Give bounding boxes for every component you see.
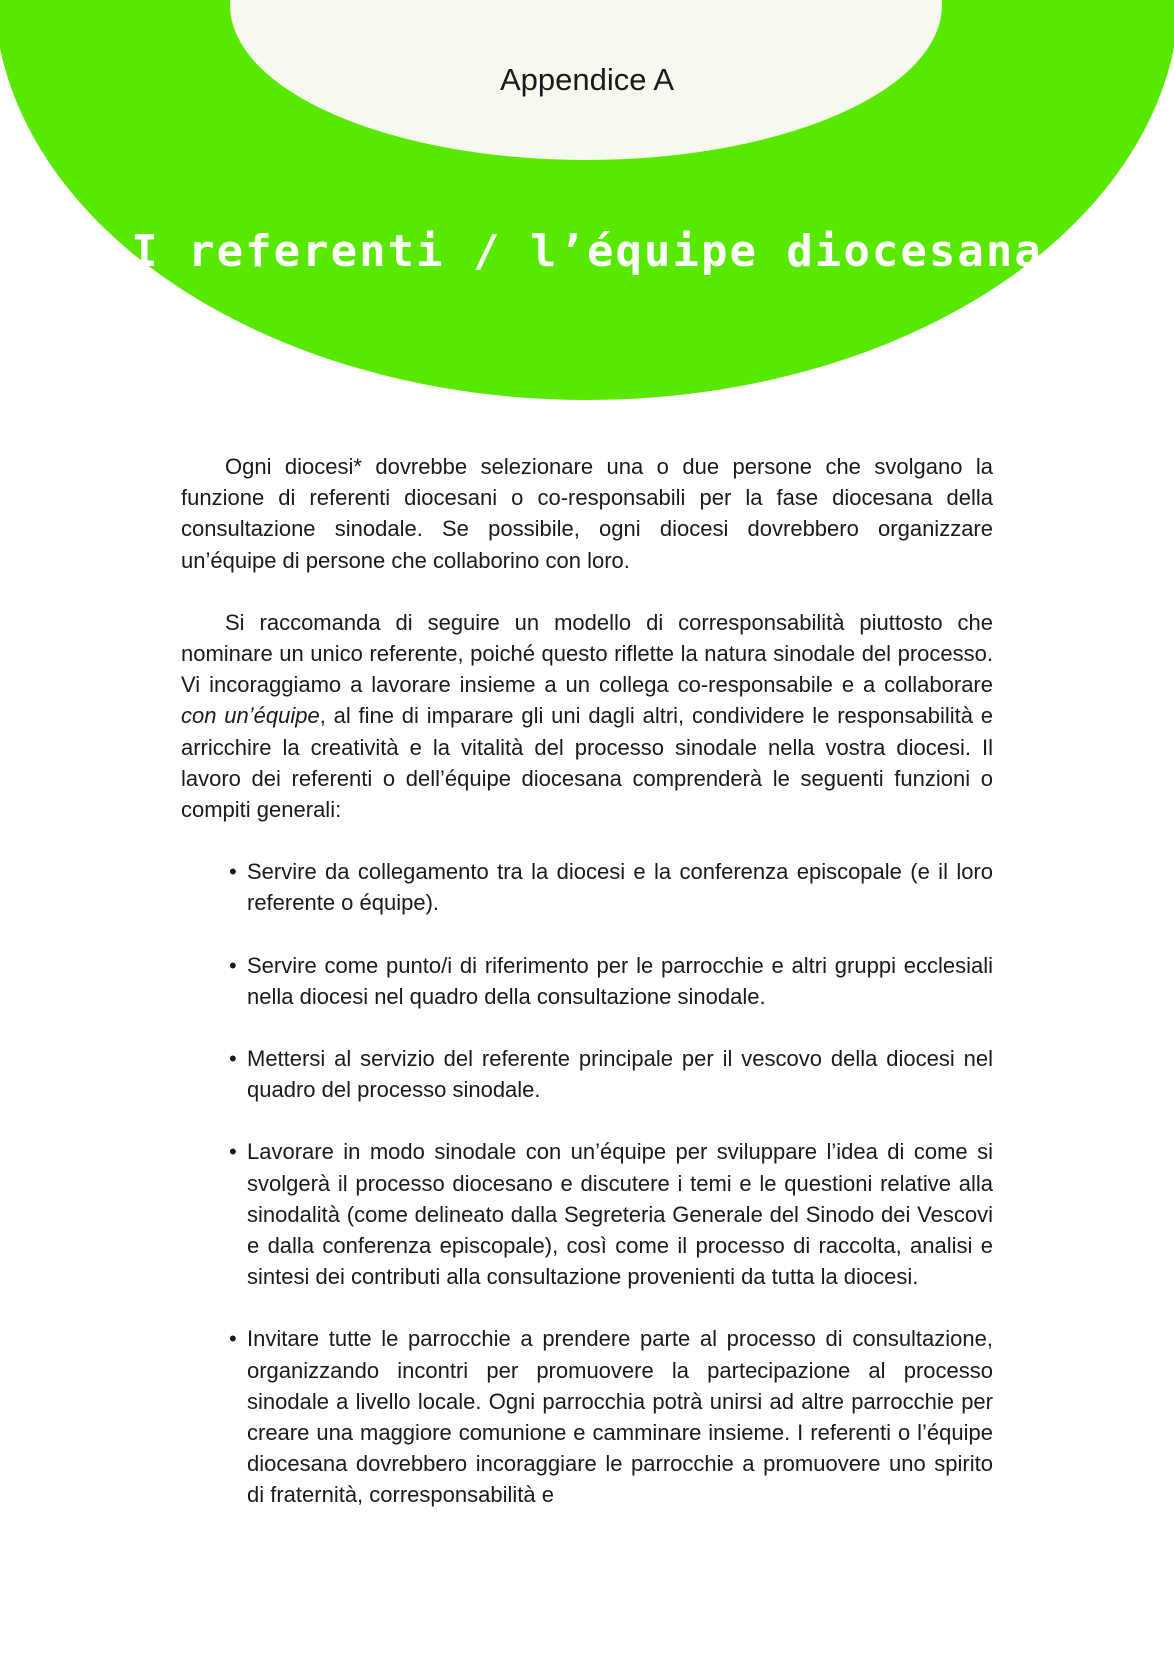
bullet-marker: •	[229, 1326, 237, 1352]
bullet-marker: •	[229, 859, 237, 885]
paragraph-2-end: , al fine di imparare gli uni dagli altri, condividere le responsabilità e arricchire la creatività e la vitalità del processo sinodale nella vostra diocesi. Il lavoro dei referenti o dell’équipe diocesana comprenderà le seguenti funzioni o compiti generali:	[181, 703, 993, 823]
paragraph-2-start: Si raccomanda di seguire un modello di corresponsabilità piuttosto che nominare un unico referente, poiché questo riflette la natura sinodale del processo. Vi incoraggiamo a lavorare insieme a un collega co-responsabile e a collaborare	[181, 609, 993, 698]
bullet-marker: •	[229, 952, 237, 978]
bullet-marker: •	[229, 1046, 237, 1072]
appendix-label: Appendice A	[499, 62, 675, 97]
list-item-text: Invitare tutte le parrocchie a prendere parte al processo di consultazione, organizzando incontri per promuovere la partecipazione al processo sinodale a livello locale. Ogni parrocchia potrà unirsi ad altre parrocchie per creare una maggiore comunione e camminare insieme. I referenti o l’équipe diocesana dovrebbero incoraggiare le parrocchie a promuovere uno spirito di fraternità, corresponsabilità e	[247, 1326, 993, 1508]
bullet-marker: •	[229, 1139, 237, 1165]
bullet-list	[181, 856, 993, 1510]
list-item	[229, 1323, 993, 1510]
list-item-text: Servire da collegamento tra la diocesi e la conferenza episcopale (e il loro referente o équipe).	[247, 859, 993, 916]
list-item	[229, 950, 993, 1012]
paragraph-1: Ogni diocesi* dovrebbe selezionare una o due persone che svolgano la funzione di referenti diocesani o co-responsabili per la fase diocesana della consultazione sinodale. Se possibile, ogni diocesi dovrebbero organizzare un’équipe di persone che collaborino con loro.	[181, 454, 993, 573]
list-item	[229, 856, 993, 918]
body-text	[181, 451, 993, 1542]
paragraph-2-emphasis: con un’équipe	[181, 703, 320, 729]
paragraph-2	[181, 607, 993, 825]
list-item-text: Lavorare in modo sinodale con un’équipe per sviluppare l’idea di come si svolgerà il processo diocesano e discutere i temi e le questioni relative alla sinodalità (come delineato dalla Segreteria Generale del Sinodo dei Vescovi e dalla conferenza episcopale), così come il processo di raccolta, analisi e sintesi dei contributi alla consultazione provenienti da tutta la diocesi.	[247, 1139, 993, 1290]
list-item-text: Servire come punto/i di riferimento per le parrocchie e altri gruppi ecclesiali nella diocesi nel quadro della consultazione sinodale.	[247, 952, 993, 1009]
list-item-text: Mettersi al servizio del referente principale per il vescovo della diocesi nel quadro del processo sinodale.	[247, 1046, 993, 1103]
page-title: I referenti / l’équipe diocesana	[131, 226, 1043, 277]
list-item	[229, 1136, 993, 1292]
list-item	[229, 1043, 993, 1105]
